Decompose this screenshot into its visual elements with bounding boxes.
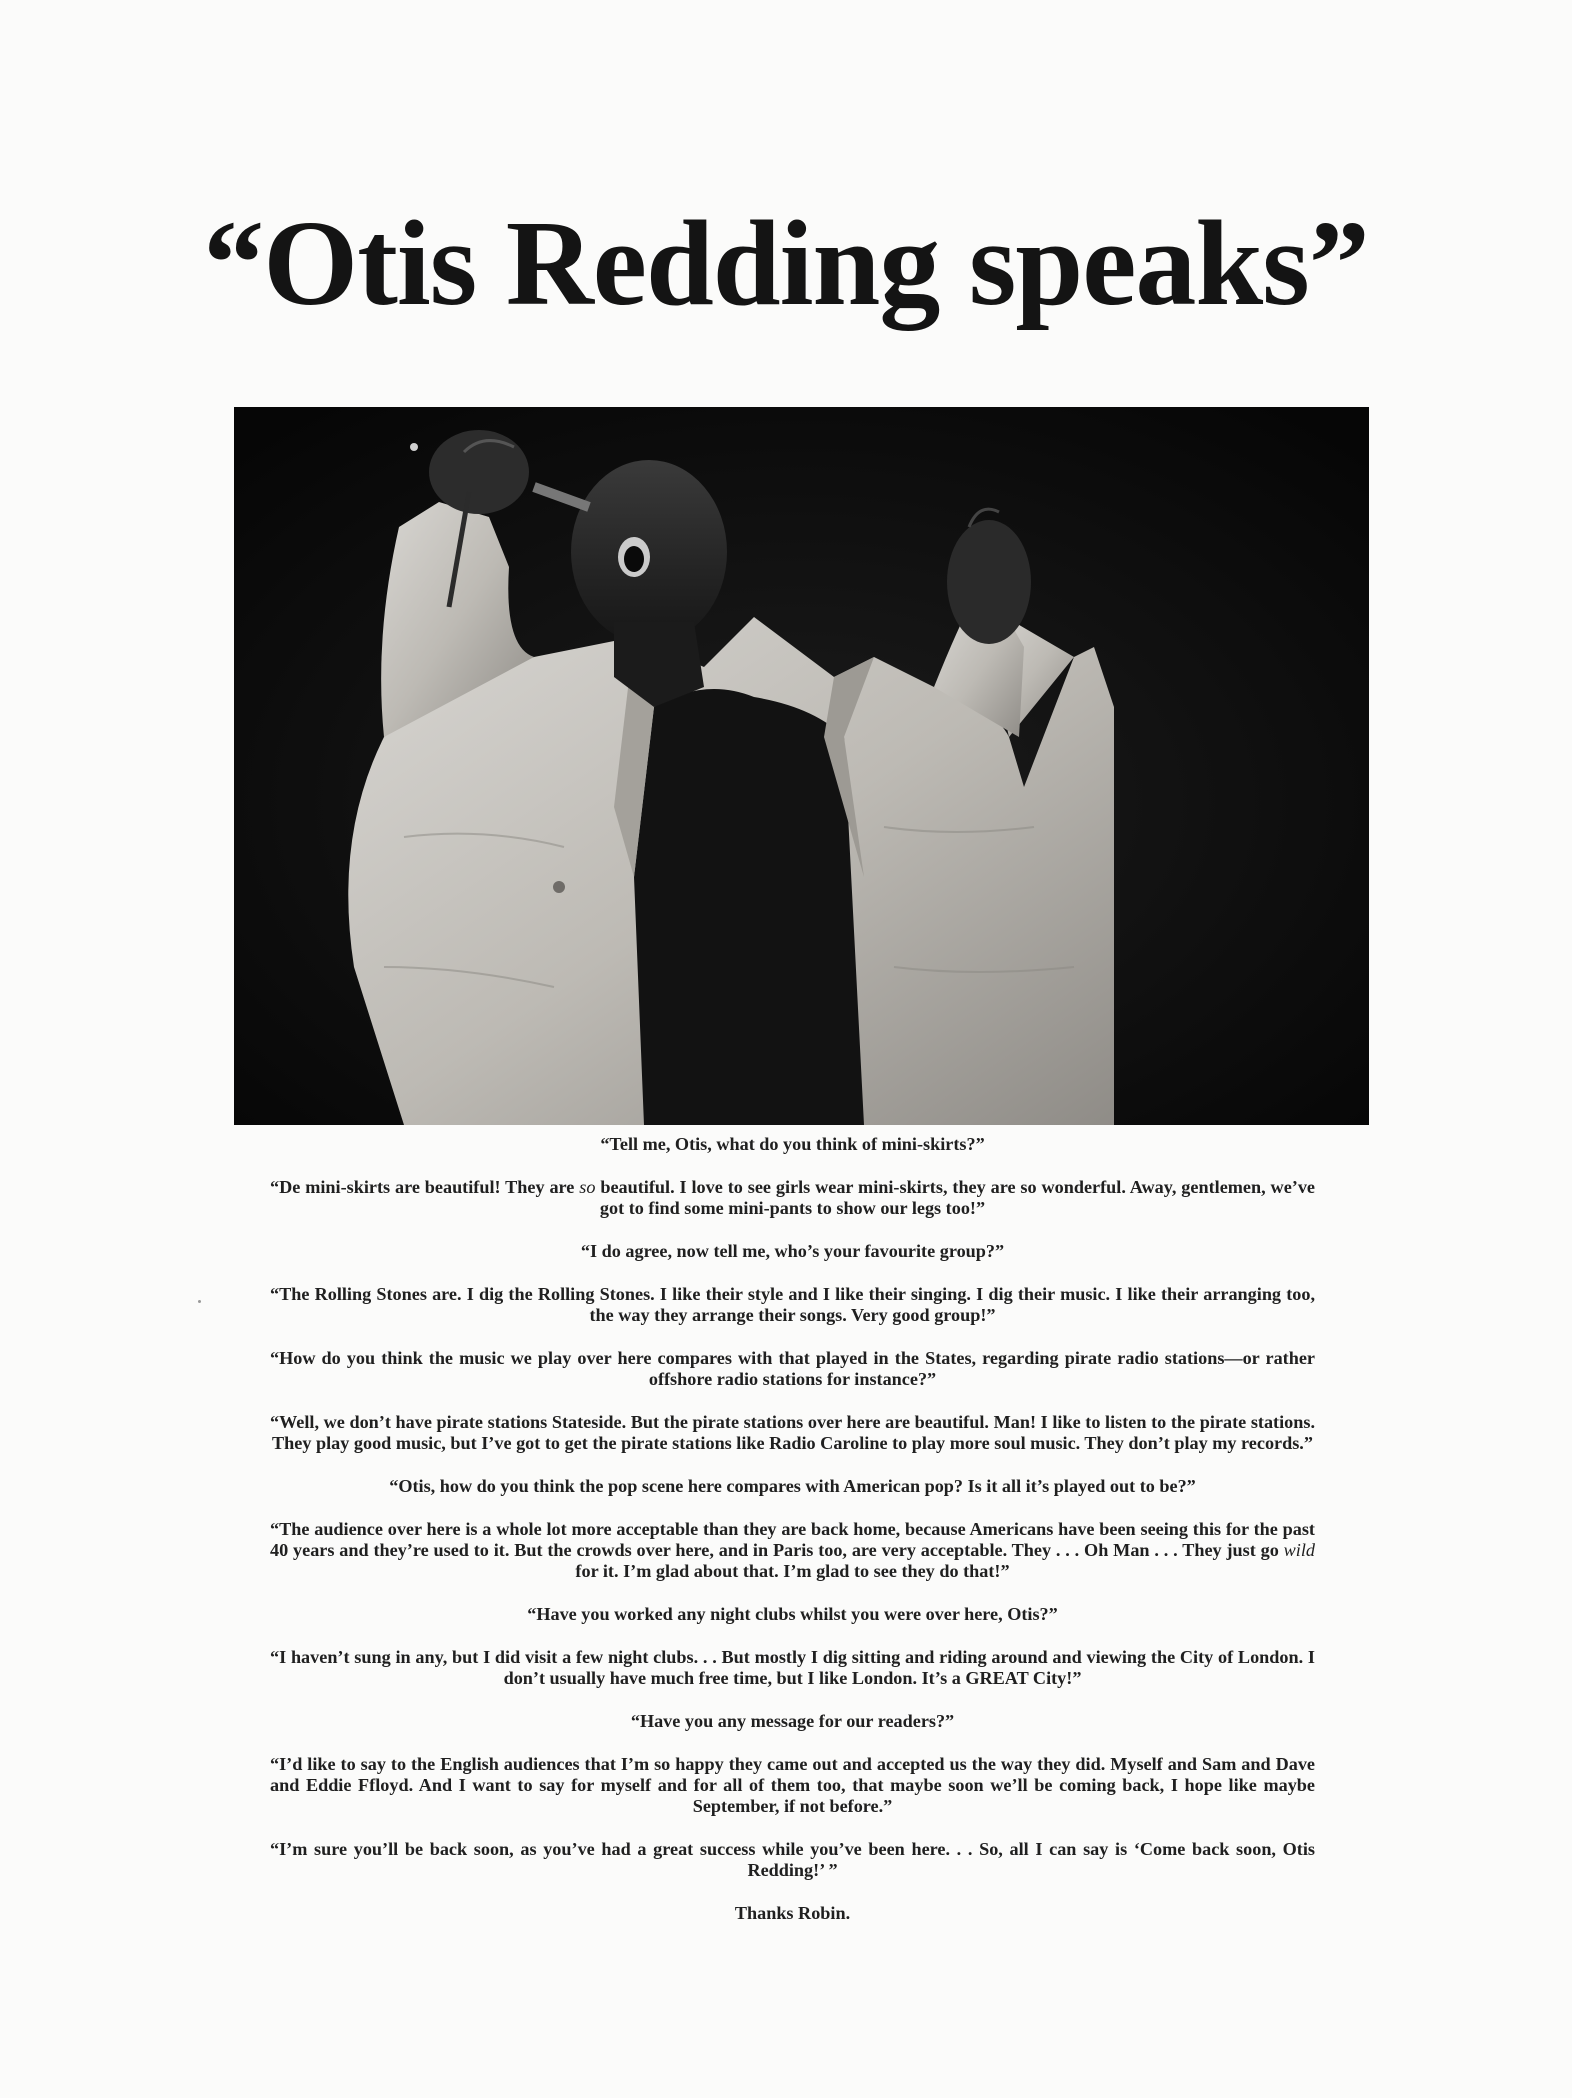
interview-answer: “I’d like to say to the English audiences that I’m so happy they came out and accepted us the way they did. Myself and Sam and Dave and Eddie Ffloyd. And I want to say for myself and for all of them too, that maybe soon we’ll be coming back, I hope like maybe September, if not before.”	[270, 1754, 1315, 1816]
interview-question: “Have you worked any night clubs whilst you were over here, Otis?”	[527, 1604, 1058, 1624]
interview-question: “Have you any message for our readers?”	[630, 1711, 955, 1731]
photo-singer-icon	[234, 407, 1369, 1125]
interview-question: “I’m sure you’ll be back soon, as you’ve had a great success while you’ve been here. . . So, all I can say is ‘Come back soon, Otis Redding!’ ”	[270, 1839, 1315, 1880]
interview-answer: “Well, we don’t have pirate stations Stateside. But the pirate stations over here are beautiful. Man! I like to listen to the pirate stations. They play good music, but I’ve got to get the pirate stations like Radio Caroline to play more soul music. They don’t play my records.”	[270, 1412, 1315, 1453]
interview-answer: “The Rolling Stones are. I dig the Rolling Stones. I like their style and I like their singing. I dig their music. I like their arranging too, the way they arrange their songs. Very good group!”	[270, 1284, 1315, 1325]
headline: “Otis Redding speaks”	[203, 195, 1369, 331]
emphasis: so	[579, 1177, 596, 1197]
emphasis: wild	[1283, 1540, 1315, 1560]
interview-answer: “De mini-skirts are beautiful! They are so beautiful. I love to see girls wear mini-skirts, they are so wonderful. Away, gentlemen, we’ve got to find some mini-pants to show our legs too!”	[270, 1177, 1315, 1218]
interview-question: “Otis, how do you think the pop scene here compares with American pop? Is it all it’s played out to be?”	[389, 1476, 1196, 1496]
interview-question: “I do agree, now tell me, who’s your favourite group?”	[580, 1241, 1005, 1261]
signoff: Thanks Robin.	[734, 1903, 851, 1923]
interview-answer: “I haven’t sung in any, but I did visit a few night clubs. . . But mostly I dig sitting and riding around and viewing the City of London. I don’t usually have much free time, but I like London. It’s a GREAT City!”	[270, 1647, 1315, 1688]
performer-photo	[234, 407, 1369, 1125]
interview-text	[270, 1134, 1315, 1946]
paper-speck	[198, 1300, 201, 1303]
interview-question: “Tell me, Otis, what do you think of mini-skirts?”	[600, 1134, 985, 1154]
interview-question: “How do you think the music we play over here compares with that played in the States, regarding pirate radio stations—or rather offshore radio stations for instance?”	[270, 1348, 1315, 1389]
interview-answer: “The audience over here is a whole lot more acceptable than they are back home, because Americans have been seeing this for the past 40 years and they’re used to it. But the crowds over here, and in Paris too, are very acceptable. They . . . Oh Man . . . They just go wild for it. I’m glad about that. I’m glad to see they do that!”	[270, 1519, 1315, 1581]
